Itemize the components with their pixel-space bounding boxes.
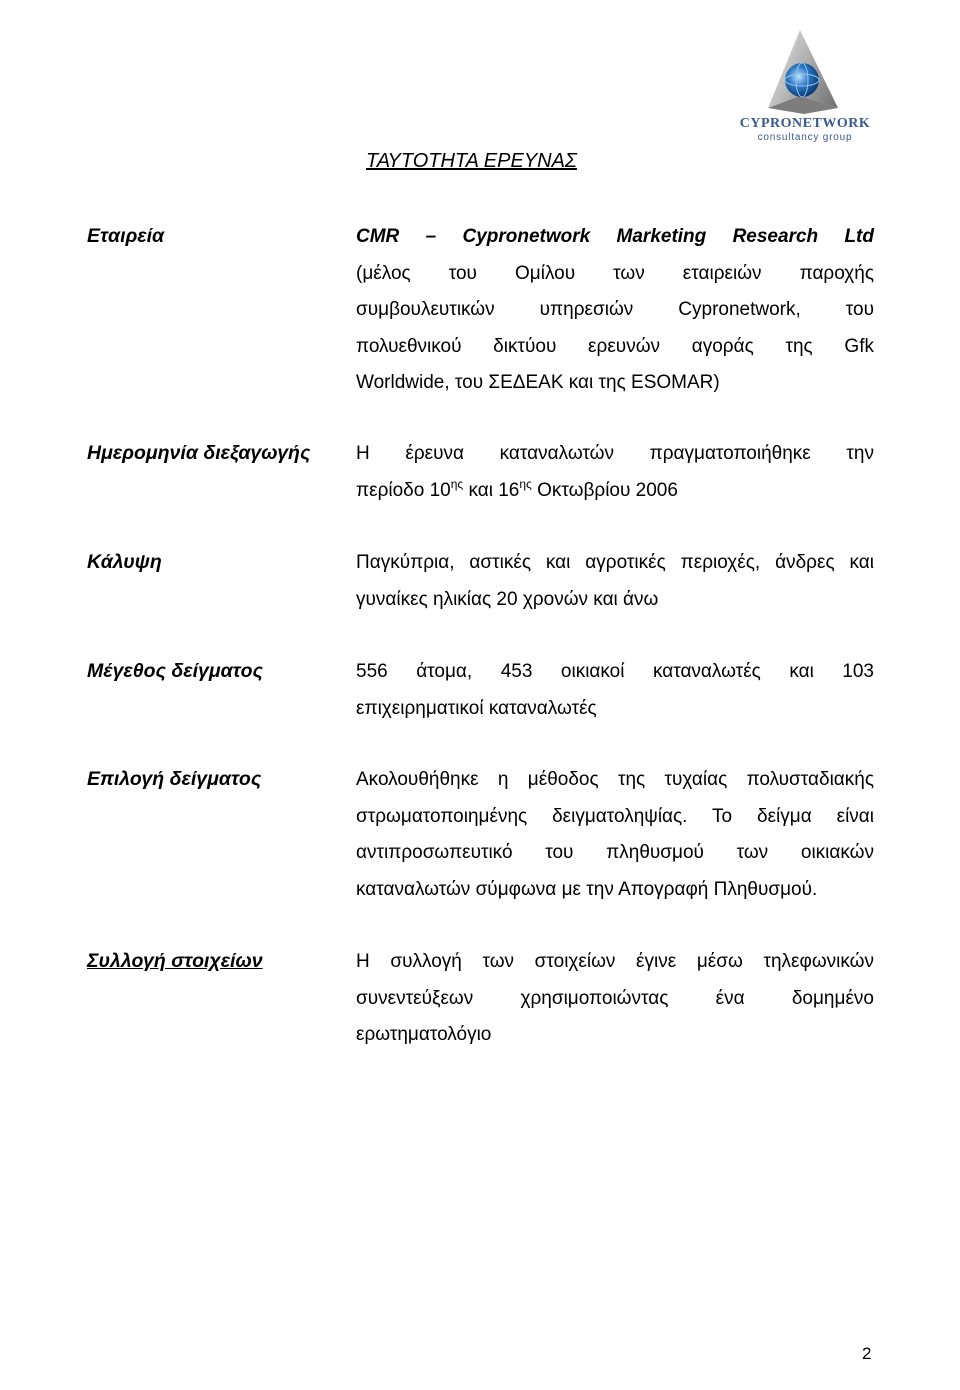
page-title: ΤΑΥΤΟΤΗΤΑ ΕΡΕΥΝΑΣ <box>366 150 577 172</box>
text-line: Η έρευνα καταναλωτών πραγματοποιήθηκε την <box>356 443 874 464</box>
text-line: 556 άτομα, 453 οικιακοί καταναλωτές και 103 <box>356 661 874 682</box>
label-date: Ημερομηνία διεξαγωγής <box>87 442 311 464</box>
value-sample-selection <box>356 762 874 908</box>
value-data-collection <box>356 944 874 1054</box>
label-data-collection: Συλλογή στοιχείων <box>87 950 263 972</box>
label-company: Εταιρεία <box>87 225 165 247</box>
pyramid-globe-icon <box>738 28 872 118</box>
value-sample-size <box>356 654 874 727</box>
date-period-line <box>356 473 874 510</box>
text-line: Worldwide, του ΣΕΔΕΑΚ και της ESOMAR) <box>356 372 720 393</box>
text-line: στρωματοποιημένης δειγματοληψίας. Το δείγμα είναι <box>356 805 874 827</box>
text-line: Παγκύπρια, αστικές και αγροτικές περιοχές, άνδρες και <box>356 552 874 573</box>
text-line: ερωτηματολόγιο <box>356 1024 492 1045</box>
text-fragment: περίοδο 10 <box>356 479 451 501</box>
label-sample-size: Μέγεθος δείγματος <box>87 660 263 682</box>
text-line: συμβουλευτικών υπηρεσιών Cypronetwork, του <box>356 299 874 320</box>
ordinal-suffix: ης <box>450 476 464 491</box>
text-fragment: και 16 <box>463 479 520 501</box>
company-logo <box>738 28 872 146</box>
text-line: συνεντεύξεων χρησιμοποιώντας ένα δομημένο <box>356 987 874 1009</box>
text-line: γυναίκες ηλικίας 20 χρονών και άνω <box>356 588 659 610</box>
value-date <box>356 436 874 509</box>
text-line: Ακολουθήθηκε η μέθοδος της τυχαίας πολυσταδιακής <box>356 769 874 790</box>
text-line: καταναλωτών σύμφωνα με την Απογραφή Πληθυσμού. <box>356 878 818 900</box>
logo-tagline: consultancy group <box>757 132 853 143</box>
text-line: επιχειρηματικοί καταναλωτές <box>356 697 597 719</box>
text-line: (μέλος του Ομίλου των εταιρειών παροχής <box>356 262 874 284</box>
text-line: πολυεθνικού δικτύου ερευνών αγοράς της Gfk <box>356 335 874 357</box>
value-company <box>356 219 874 402</box>
label-sample-selection: Επιλογή δείγματος <box>87 768 262 790</box>
company-name: CMR – Cypronetwork Marketing Research Ltd <box>356 226 874 247</box>
text-fragment: Οκτωβρίου 2006 <box>531 479 678 501</box>
ordinal-suffix: ης <box>519 476 532 491</box>
value-coverage <box>356 545 874 618</box>
logo-brand-text: CYPRONETWORK <box>739 116 871 131</box>
page-number: 2 <box>862 1344 872 1363</box>
text-line: αντιπροσωπευτικό του πληθυσμού των οικιακών <box>356 842 874 863</box>
label-coverage: Κάλυψη <box>87 551 162 573</box>
text-line: Η συλλογή των στοιχείων έγινε μέσω τηλεφωνικών <box>356 951 874 972</box>
